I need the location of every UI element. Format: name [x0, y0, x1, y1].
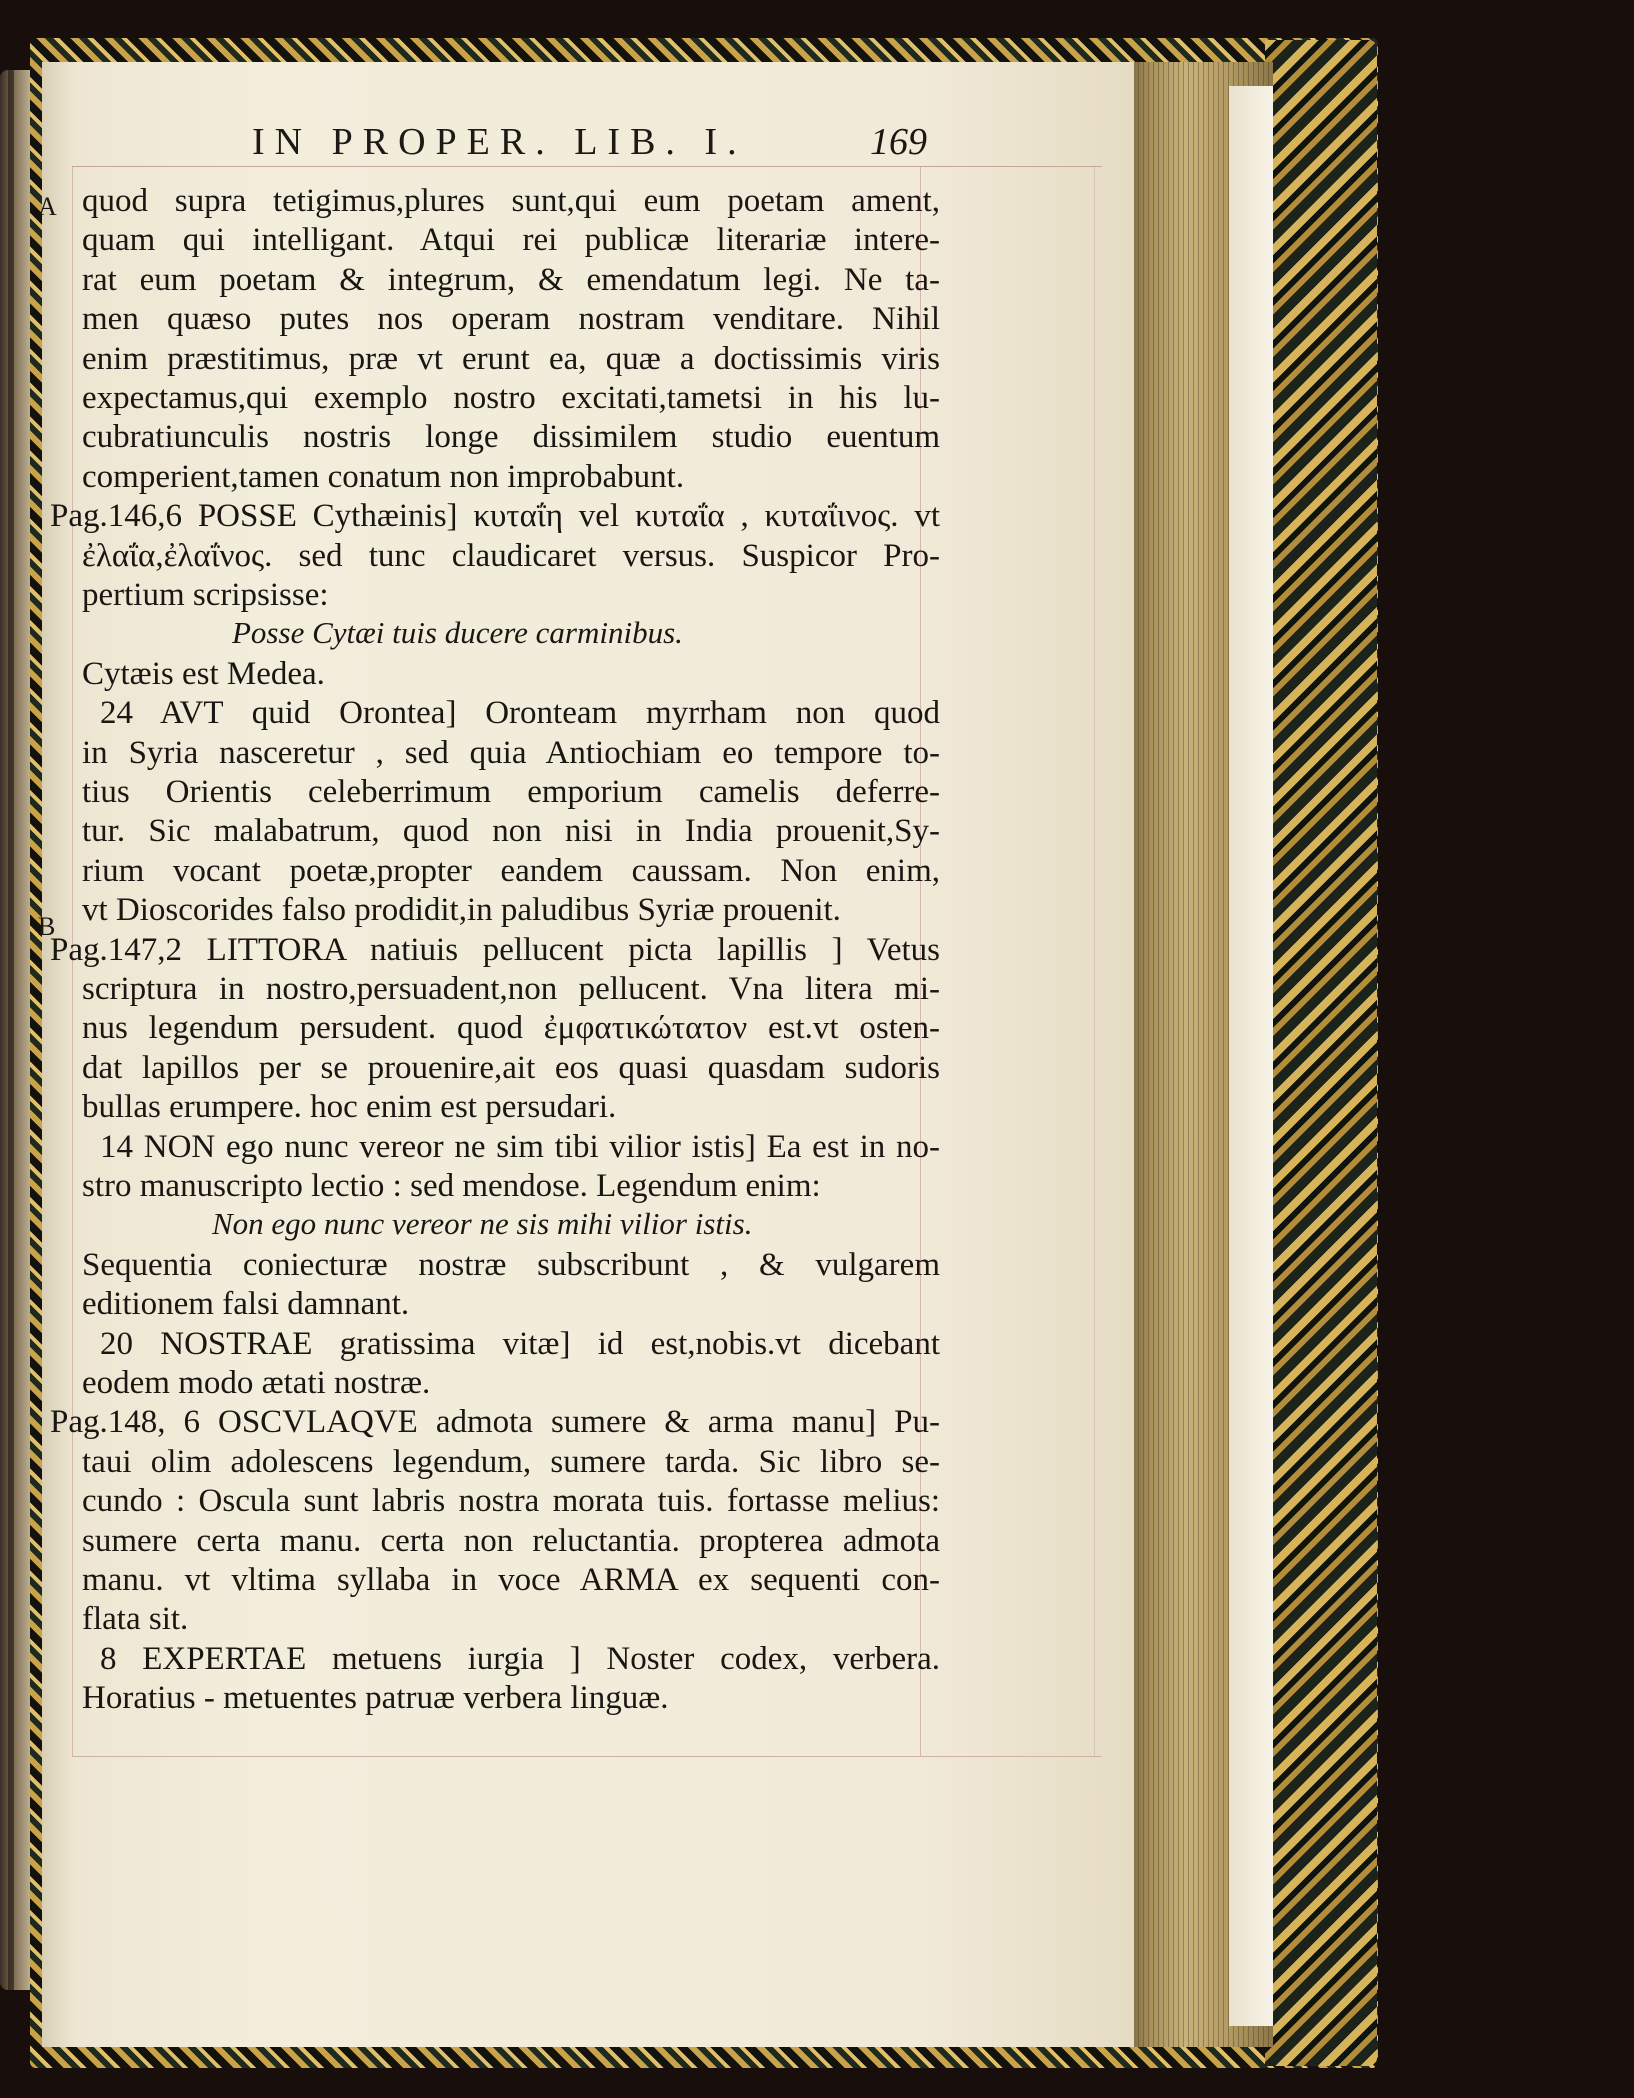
text-line: stro manuscripto lectio : sed mendose. Legendum enim: — [82, 1168, 821, 1204]
header-rule — [72, 166, 1102, 167]
book-page — [38, 62, 1134, 2047]
text-line: scriptura in nostro,persuadent,non pellucent. Vna litera mi- — [82, 971, 940, 1007]
text-line: Posse Cytæi tuis ducere carminibus. — [232, 615, 683, 650]
text-line: dat lapillos per se prouenire,ait eos quasi quasdam sudoris — [82, 1050, 940, 1086]
text-line: expectamus,qui exemplo nostro excitati,tametsi in his lu- — [82, 380, 940, 416]
text-line: Horatius - metuentes patruæ verbera linguæ. — [82, 1680, 669, 1716]
text-line: vt Dioscorides falso prodidit,in paludibus Syriæ prouenit. — [82, 892, 841, 928]
text-line: Cytæis est Medea. — [82, 656, 325, 692]
margin-letter-a: A — [38, 192, 57, 221]
text-line: rium vocant poetæ,propter eandem caussam. Non enim, — [82, 853, 940, 889]
text-line: editionem falsi damnant. — [82, 1286, 410, 1322]
text-line: Pag.148, 6 OSCVLAQVE admota sumere & arma manu] Pu- — [50, 1404, 940, 1440]
text-line: nus legendum persudent. quod ἐμφατικώτατον est.vt osten- — [82, 1010, 940, 1046]
text-line: quam qui intelligant. Atqui rei publicæ literariæ intere- — [82, 222, 940, 258]
text-line: ἐλαΐα,ἐλαΐνος. sed tunc claudicaret versus. Suspicor Pro- — [82, 538, 940, 574]
text-line: 8 EXPERTAE metuens iurgia ] Noster codex, verbera. — [100, 1641, 940, 1677]
text-line: enim præstitimus, præ vt erunt ea, quæ a doctissimis viris — [82, 341, 940, 377]
page-number: 169 — [870, 121, 927, 163]
text-line: pertium scripsisse: — [82, 577, 329, 613]
text-line: taui olim adolescens legendum, sumere tarda. Sic libro se- — [82, 1444, 940, 1480]
margin-letter-b: B — [38, 912, 56, 941]
text-line: cubratiunculis nostris longe dissimilem studio euentum — [82, 419, 940, 455]
text-line: Pag.147,2 LITTORA natiuis pellucent picta lapillis ] Vetus — [50, 932, 940, 968]
text-line: sumere certa manu. certa non reluctantia. propterea admota — [82, 1523, 940, 1559]
text-line: manu. vt vltima syllaba in voce ARMA ex sequenti con- — [82, 1562, 940, 1598]
text-line: comperient,tamen conatum non improbabunt. — [82, 459, 685, 495]
text-line: Sequentia coniecturæ nostræ subscribunt , & vulgarem — [82, 1247, 940, 1283]
gilt-page-edges — [1128, 62, 1273, 2047]
text-line: in Syria nasceretur , sed quia Antiochiam eo tempore to- — [82, 735, 940, 771]
text-line: bullas erumpere. hoc enim est persudari. — [82, 1089, 617, 1125]
text-line: 20 NOSTRAE gratissima vitæ] id est,nobis.vt dicebant — [100, 1326, 940, 1362]
text-line: men quæso putes nos operam nostram venditare. Nihil — [82, 301, 940, 337]
text-line: tur. Sic malabatrum, quod non nisi in India prouenit,Sy- — [82, 813, 940, 849]
text-line: 24 AVT quid Orontea] Oronteam myrrham non quod — [100, 695, 940, 731]
text-line: rat eum poetam & integrum, & emendatum legi. Ne ta- — [82, 262, 940, 298]
text-line: flata sit. — [82, 1601, 189, 1637]
gilt-border-right — [1265, 40, 1377, 2066]
running-title: IN PROPER. LIB. I. — [252, 121, 747, 163]
text-line: Pag.146,6 POSSE Cythæinis] κυταΐη vel κυταΐα , κυταΐινος. vt — [50, 498, 940, 534]
text-line: quod supra tetigimus,plures sunt,qui eum poetam ament, — [82, 183, 940, 219]
text-line: tius Orientis celeberrimum emporium camelis deferre- — [82, 774, 940, 810]
text-line: Non ego nunc vereor ne sis mihi vilior istis. — [212, 1206, 753, 1241]
text-line: eodem modo ætati nostræ. — [82, 1365, 431, 1401]
footer-rule — [72, 1756, 1102, 1757]
text-line: cundo : Oscula sunt labris nostra morata tuis. fortasse melius: — [82, 1483, 940, 1519]
text-line: 14 NON ego nunc vereor ne sim tibi vilior istis] Ea est in no- — [100, 1129, 940, 1165]
